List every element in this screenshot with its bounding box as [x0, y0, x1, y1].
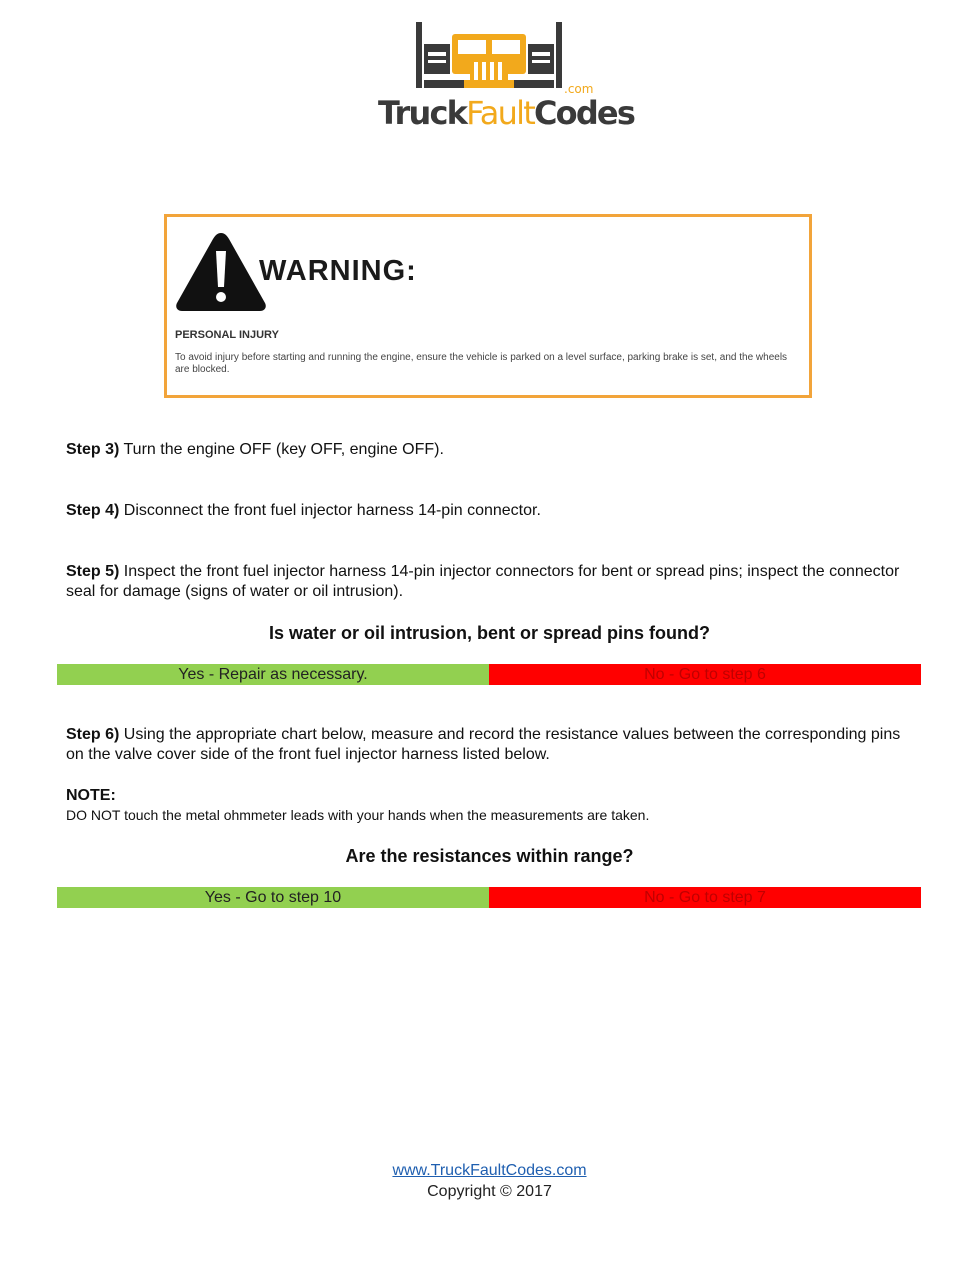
logo-suffix: .com: [564, 82, 594, 96]
step-4-label: Step 4): [66, 502, 120, 519]
logo: [378, 20, 635, 132]
answer-no-1[interactable]: No - Go to step 6: [489, 664, 921, 685]
step-3-text: Turn the engine OFF (key OFF, engine OFF).: [119, 441, 444, 458]
step-5-label: Step 5): [66, 563, 120, 580]
step-3-label: Step 3): [66, 441, 120, 458]
step-6-text: Using the appropriate chart below, measure and record the resistance values between the corresponding pins on the valve cover side of the front fuel injector harness listed below.: [66, 726, 901, 763]
warning-triangle-icon: [173, 229, 269, 315]
note-label: NOTE:: [66, 787, 116, 804]
answer-row-1: [57, 664, 921, 685]
warning-title: WARNING:: [259, 255, 417, 287]
truck-icon: [414, 20, 564, 92]
step-4: [66, 501, 916, 521]
logo-wordmark: [378, 94, 635, 132]
footer: [0, 1161, 979, 1202]
warning-subtitle: PERSONAL INJURY: [175, 329, 279, 341]
logo-name-right: Codes: [533, 94, 635, 132]
logo-name-mid: Fault: [466, 94, 534, 132]
answer-row-2: [57, 887, 921, 908]
step-5: [66, 562, 916, 602]
warning-box: [164, 214, 812, 398]
footer-copyright: Copyright © 2017: [427, 1183, 552, 1200]
note-text: DO NOT touch the metal ohmmeter leads with your hands when the measurements are taken.: [66, 807, 650, 823]
step-5-text: Inspect the front fuel injector harness 14-pin injector connectors for bent or spread pins; inspect the connector seal for damage (signs of water or oil intrusion).: [66, 563, 900, 600]
step-6-label: Step 6): [66, 726, 120, 743]
answer-yes-1[interactable]: Yes - Repair as necessary.: [57, 664, 489, 685]
logo-name-left: Truck: [378, 94, 467, 132]
step-4-text: Disconnect the front fuel injector harness 14-pin connector.: [119, 502, 541, 519]
warning-text: To avoid injury before starting and running the engine, ensure the vehicle is parked on a level surface, parking brake is set, and the wheels are blocked.: [175, 352, 788, 375]
answer-no-2[interactable]: No - Go to step 7: [489, 887, 921, 908]
question-1: Is water or oil intrusion, bent or spread pins found?: [268, 623, 711, 643]
question-2: Are the resistances within range?: [345, 846, 634, 866]
footer-link[interactable]: www.TruckFaultCodes.com: [392, 1162, 587, 1179]
step-3: [66, 440, 916, 460]
answer-yes-2[interactable]: Yes - Go to step 10: [57, 887, 489, 908]
step-6: [66, 725, 916, 765]
